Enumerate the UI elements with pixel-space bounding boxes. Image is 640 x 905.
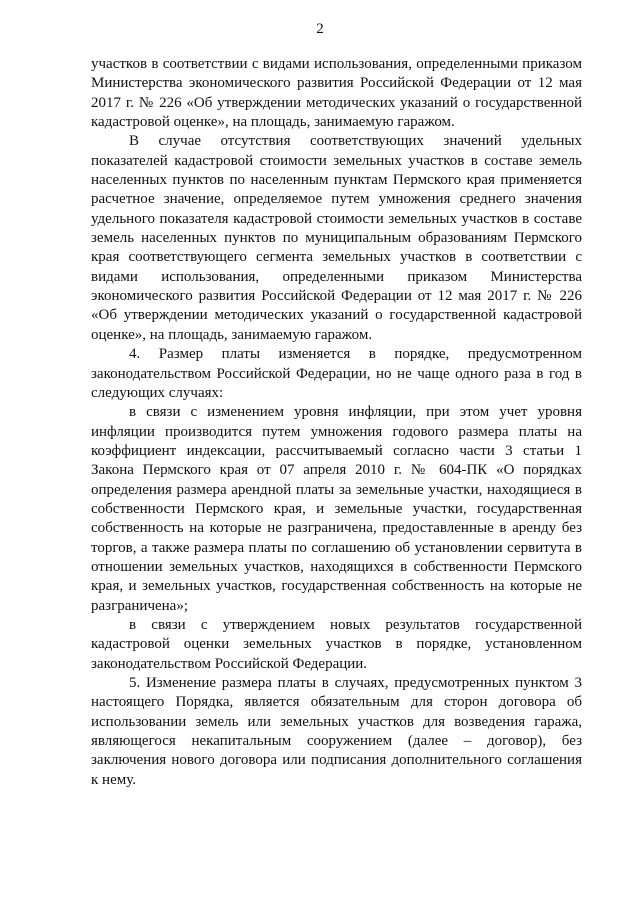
paragraph-continuation: участков в соответствии с видами использования, определенными приказом Министерства экономического развития Российской Федерации от 12 мая 2017 г. № 226 «Об утверждении методических указаний о государственной кадастровой оценке», на площадь, занимаемую гаражом. (91, 56, 582, 131)
page-number: 2 (316, 21, 324, 37)
paragraph-cadastral-case: в связи с утверждением новых результатов государственной кадастровой оценки земельных участков в порядке, установленном законодательством Российской Федерации. (91, 616, 582, 672)
paragraph-absence-of-values: В случае отсутствия соответствующих значений удельных показателей кадастровой стоимости земельных участков в составе земель населенных пунктов по населенным пунктам Пермского края применяется расчетное значение, определяемое путем умножения среднего значения удельного показателя кадастровой стоимости земельных участков в составе земель населенных пунктов по муниципальным образованиям Пермского края соответствующего сегмента земельных участков в соответствии с видами использования, определенными приказом Министерства экономического развития Российской Федерации от 12 мая 2017 г. № 226 «Об утверждении методических указаний о государственной кадастровой оценке», на площадь, занимаемую гаражом. (91, 133, 582, 343)
paragraph-inflation-case: в связи с изменением уровня инфляции, при этом учет уровня инфляции производится путем умножения годового размера платы на коэффициент индексации, рассчитываемый согласно части 3 статьи 1 Закона Пермского края от 07 апреля 2010 г. № 604-ПК «О порядках определения размера арендной платы за земельные участки, находящиеся в собственности Пермского края, и земельные участки, государственная собственность на которые не разграничена, предоставленные в аренду без торгов, а также размера платы по соглашению об установлении сервитута в отношении земельных участков, находящихся в собственности Пермского края, и земельных участков, государственная собственность на которые не разграничена»; (91, 404, 582, 614)
document-body (91, 55, 582, 790)
paragraph-item-4: 4. Размер платы изменяется в порядке, предусмотренном законодательством Российской Федерации, но не чаще одного раза в год в следующих случаях: (91, 346, 582, 401)
paragraph-item-5: 5. Изменение размера платы в случаях, предусмотренных пунктом 3 настоящего Порядка, является обязательным для сторон договора об использовании земель или земельных участков для возведения гаража, являющегося некапитальным сооружением (далее – договор), без заключения нового договора или подписания дополнительного соглашения к нему. (91, 675, 582, 788)
